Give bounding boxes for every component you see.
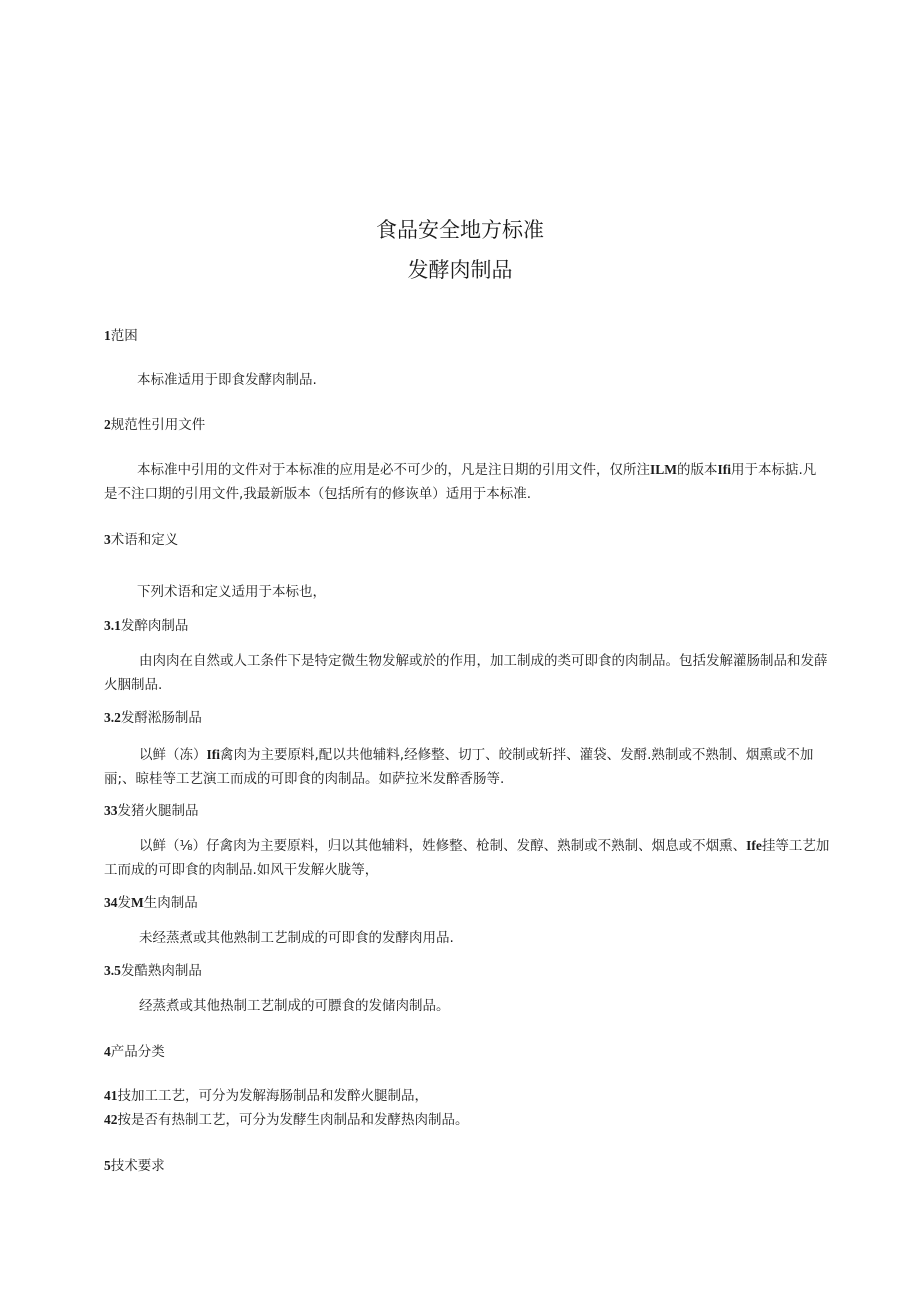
- section-title: 发酹淞肠制品: [120, 710, 202, 726]
- section-title: 发醉肉制品: [120, 618, 189, 634]
- text-run: 挂等工艺加: [761, 838, 830, 854]
- document-subtitle: 发酵肉制品: [407, 258, 513, 282]
- section-3-3-heading: [104, 801, 199, 821]
- section-3-2-heading: [104, 708, 202, 728]
- text-run-bold: Ifi: [717, 462, 731, 477]
- section-number: 3: [104, 532, 111, 547]
- section-1-body: 本标准适用于即食发酵肉制品.: [137, 372, 317, 388]
- section-title: 术语和定义: [110, 532, 179, 548]
- section-title-part: 发: [117, 895, 131, 911]
- section-number: 33: [104, 803, 118, 818]
- section-4-heading: [104, 1042, 165, 1062]
- section-title: 范困: [110, 328, 138, 344]
- text-run-bold: ILM: [650, 462, 677, 477]
- section-3-3-body-line2: 工而成的可即食的肉制品.如风干发解火胧等，: [104, 862, 379, 878]
- section-3-heading: [104, 530, 178, 550]
- section-number: 5: [104, 1158, 111, 1173]
- section-number: 3.1: [104, 618, 121, 633]
- section-3-1-body-line2: 火胭制品.: [104, 677, 163, 693]
- text-run: 的版本: [677, 462, 718, 478]
- section-3-2-body-line1: [139, 745, 813, 765]
- text-run: 禽肉为主要原料,配以共他辅料,经修整、切丁、皎制或斩拌、灌袋、发酹.熟制或不熟制、烟熏或不加: [220, 747, 814, 763]
- section-title: 发酷熟肉制品: [120, 963, 202, 979]
- section-3-2-body-line2: 丽;、晾桂等工艺演工而成的可即食的肉制品。如萨拉米发醉香肠等.: [104, 771, 505, 787]
- section-3-1-body-line1: 由肉肉在自然或人工条件下是特定微生物发解或於的作用，加工制成的类可即食的肉制品。包括发解灌肠制品和发薛: [139, 653, 828, 669]
- section-1-heading: [104, 326, 138, 346]
- section-title: 生肉制品: [143, 895, 198, 911]
- section-title: 技术要求: [110, 1158, 165, 1174]
- section-3-3-body-line1: [139, 836, 829, 856]
- section-2-heading: [104, 415, 205, 435]
- section-title: 规范性引用文件: [110, 417, 206, 433]
- section-4-2-item: [104, 1110, 469, 1130]
- text-run: 以鲜（冻）: [139, 747, 207, 763]
- section-title: 发猪火腿制品: [117, 803, 199, 819]
- section-number: 3.2: [104, 710, 121, 725]
- section-number: 42: [104, 1112, 118, 1127]
- section-5-heading: [104, 1156, 165, 1176]
- section-3-body: 下列术语和定义适用于本标也，: [137, 584, 326, 600]
- section-2-body-line1: [137, 460, 816, 480]
- section-2-body-line2: 是不注口期的引用文件,我最新版本（包括所有的修诙单）适用于本标准.: [104, 486, 532, 502]
- section-4-1-item: [104, 1086, 428, 1106]
- document-title: 食品安全地方标准: [376, 218, 544, 242]
- section-3-5-heading: [104, 961, 202, 981]
- section-title-bold-part: M: [131, 895, 144, 910]
- text-run-bold: Ifi: [206, 747, 220, 762]
- section-3-4-body: 未经蒸煮或其他熟制工艺制成的可即食的发酵肉用品.: [139, 930, 454, 946]
- text-run: 以鲜（⅛）仔禽肉为主要原料，归以其他辅料，姓修整、枪制、发醇、熟制或不熟制、烟息或不烟熏、: [139, 838, 747, 854]
- section-title: 产品分类: [110, 1044, 165, 1060]
- text-run: 用于本标掂.凡: [731, 462, 817, 478]
- section-3-4-heading: [104, 893, 198, 913]
- section-text: 按是否有热制工艺，可分为发酵生肉制品和发酵热肉制品。: [117, 1112, 469, 1128]
- section-number: 2: [104, 417, 111, 432]
- text-run-bold: Ife: [746, 838, 762, 853]
- section-number: 34: [104, 895, 118, 910]
- section-text: 技加工工艺，可分为发解海肠制品和发醉火腿制品，: [117, 1088, 428, 1104]
- section-number: 4: [104, 1044, 111, 1059]
- section-3-1-heading: [104, 616, 188, 636]
- section-number: 41: [104, 1088, 118, 1103]
- section-number: 3.5: [104, 963, 121, 978]
- section-number: 1: [104, 328, 111, 343]
- section-3-5-body: 经蒸煮或其他热制工艺制成的可膘食的发储肉制品。: [139, 998, 450, 1014]
- text-run: 本标准中引用的文件对于本标准的应用是必不可少的，凡是注日期的引用文件，仅所注: [137, 462, 650, 478]
